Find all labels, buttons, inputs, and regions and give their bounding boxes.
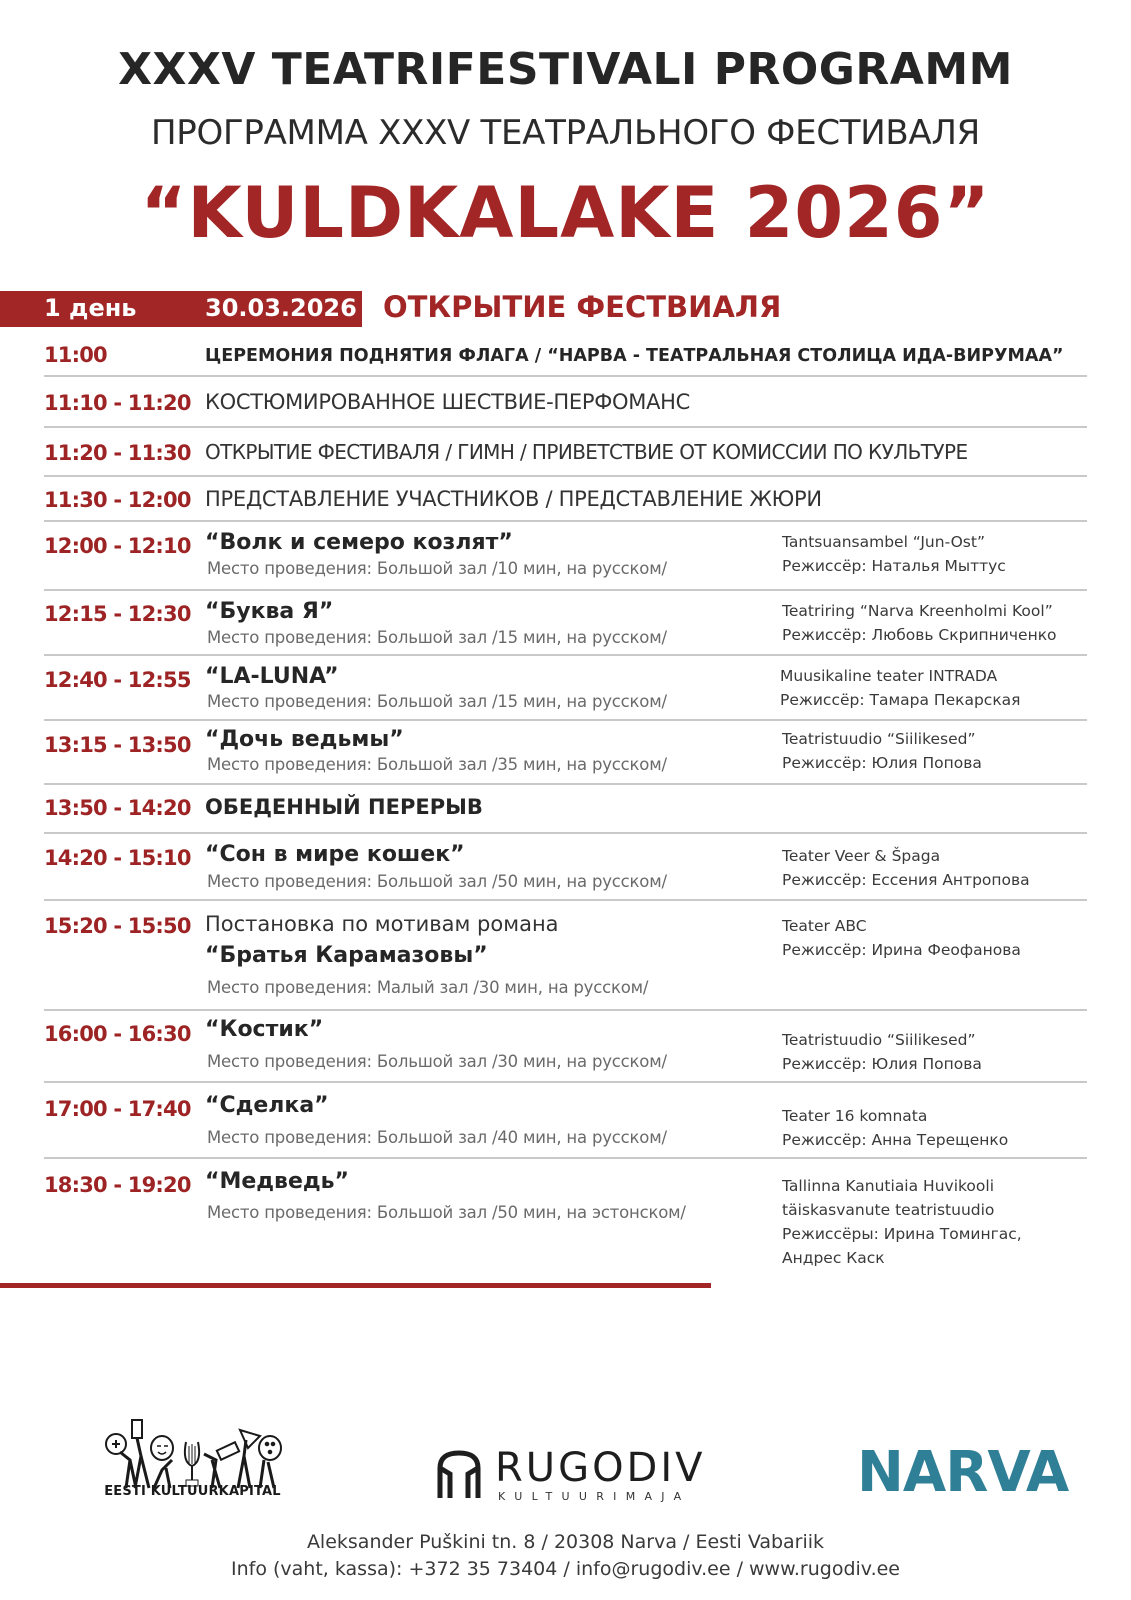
row-time: 13:15 - 13:50	[44, 733, 191, 757]
show-troupe	[782, 914, 1021, 962]
row-text: ЦЕРЕМОНИЯ ПОДНЯТИЯ ФЛАГА / “НАРВА - ТЕАТРАЛЬНАЯ СТОЛИЦА ИДА-ВИРУМАА”	[205, 346, 1064, 366]
row-time: 15:20 - 15:50	[44, 914, 191, 938]
title-russian: ПРОГРАММА XXXV ТЕАТРАЛЬНОГО ФЕСТИВАЛЯ	[151, 113, 980, 153]
schedule-row	[44, 795, 1087, 825]
row-text: ОТКРЫТИЕ ФЕСТИВАЛЯ / ГИМН / ПРИВЕТСТВИЕ ОТ КОМИССИИ ПО КУЛЬТУРЕ	[205, 440, 968, 464]
show-venue: Место проведения: Большой зал /30 мин, на русском/	[207, 1052, 667, 1071]
schedule-row	[44, 1093, 1087, 1153]
row-divider	[44, 1009, 1087, 1011]
row-time: 12:15 - 12:30	[44, 602, 191, 626]
show-title: “Дочь ведьмы”	[205, 727, 404, 752]
row-time: 12:40 - 12:55	[44, 668, 191, 692]
rugodiv-arch-icon	[436, 1450, 482, 1500]
troupe-director: Режиссёр: Тамара Пекарская	[780, 691, 1021, 709]
troupe-name: täiskasvanute teatristuudio	[782, 1201, 995, 1219]
footer-contacts: Info (vaht, kassa): +372 35 73404 / info@rugodiv.ee / www.rugodiv.ee	[231, 1558, 900, 1580]
troupe-director: Режиссёр: Юлия Попова	[782, 754, 982, 772]
eesti-kultuurkapital-logo: EESTI KULTUURKAPITAL	[104, 1484, 281, 1499]
troupe-director: Режиссёр: Ирина Феофанова	[782, 941, 1021, 959]
row-time: 13:50 - 14:20	[44, 796, 191, 820]
festival-name: “KULDKALAKE 2026”	[140, 172, 991, 254]
show-title: “Волк и семеро козлят”	[205, 530, 513, 555]
day-date: 30.03.2026	[205, 294, 357, 322]
row-text: ОБЕДЕННЫЙ ПЕРЕРЫВ	[205, 795, 483, 819]
show-venue: Место проведения: Большой зал /40 мин, на русском/	[207, 1128, 667, 1147]
rugodiv-logo: RUGODIV	[495, 1445, 706, 1491]
show-title: “LA-LUNA”	[205, 664, 339, 689]
show-title: “Сон в мире кошек”	[205, 842, 465, 867]
day-title: ОТКРЫТИЕ ФЕСТВИАЛЯ	[383, 290, 782, 324]
row-time: 14:20 - 15:10	[44, 846, 191, 870]
schedule-row	[44, 1169, 1087, 1279]
row-time: 12:00 - 12:10	[44, 534, 191, 558]
show-venue: Место проведения: Большой зал /50 мин, на эстонском/	[207, 1203, 686, 1222]
troupe-director: Андрес Каск	[782, 1249, 885, 1267]
row-time: 16:00 - 16:30	[44, 1022, 191, 1046]
troupe-name: Tallinna Kanutiaia Huvikooli	[782, 1177, 995, 1195]
show-venue: Место проведения: Большой зал /35 мин, на русском/	[207, 755, 667, 774]
schedule-row	[44, 343, 1087, 373]
schedule-row	[44, 599, 1087, 659]
troupe-director: Режиссёры: Ирина Томингас,	[782, 1225, 1022, 1243]
row-time: 11:10 - 11:20	[44, 391, 191, 415]
troupe-name: Teater 16 komnata	[782, 1107, 928, 1125]
schedule-row	[44, 664, 1087, 724]
red-divider	[0, 1283, 711, 1288]
show-title: “Сделка”	[205, 1093, 329, 1118]
schedule-row	[44, 530, 1087, 590]
row-divider	[44, 1157, 1087, 1159]
row-divider	[44, 783, 1087, 785]
schedule-row	[44, 912, 1087, 1002]
day-label: 1 день	[44, 294, 137, 322]
troupe-director: Режиссёр: Ессения Антропова	[782, 871, 1030, 889]
show-troupe	[782, 727, 982, 775]
troupe-director: Режиссёр: Любовь Скрипниченко	[782, 626, 1057, 644]
troupe-name: Teater ABC	[782, 917, 867, 935]
troupe-name: Teatriring “Narva Kreenholmi Kool”	[782, 602, 1053, 620]
row-divider	[44, 475, 1087, 477]
show-troupe	[782, 599, 1057, 647]
row-divider	[44, 719, 1087, 721]
row-text: ПРЕДСТАВЛЕНИЕ УЧАСТНИКОВ / ПРЕДСТАВЛЕНИЕ ЖЮРИ	[205, 487, 822, 511]
troupe-name: Muusikaline teater INTRADA	[780, 667, 998, 685]
row-divider	[44, 832, 1087, 834]
row-divider	[44, 589, 1087, 591]
show-venue: Место проведения: Большой зал /15 мин, на русском/	[207, 628, 667, 647]
footer-address: Aleksander Puškini tn. 8 / 20308 Narva / Eesti Vabariik	[306, 1531, 825, 1553]
troupe-director: Режиссёр: Анна Терещенко	[782, 1131, 1009, 1149]
troupe-name: Teatristuudio “Siilikesed”	[782, 1031, 976, 1049]
row-time: 11:00	[44, 343, 107, 367]
show-troupe	[782, 1174, 1022, 1270]
show-venue: Место проведения: Большой зал /15 мин, на русском/	[207, 692, 667, 711]
troupe-name: Tantsuansambel “Jun-Ost”	[782, 533, 985, 551]
troupe-director: Режиссёр: Наталья Мыттус	[782, 557, 1006, 575]
row-time: 18:30 - 19:20	[44, 1173, 191, 1197]
row-divider	[44, 654, 1087, 656]
row-time: 17:00 - 17:40	[44, 1097, 191, 1121]
show-title: “Буква Я”	[205, 599, 334, 624]
troupe-director: Режиссёр: Юлия Попова	[782, 1055, 982, 1073]
show-troupe	[782, 530, 1006, 578]
rugodiv-logo-subtitle: KULTUURIMAJA	[498, 1490, 691, 1503]
show-venue: Место проведения: Большой зал /50 мин, на русском/	[207, 872, 667, 891]
show-subtitle: Постановка по мотивам романа	[205, 912, 559, 936]
schedule-row	[44, 842, 1087, 902]
schedule-row	[44, 487, 1087, 517]
row-divider	[44, 1081, 1087, 1083]
row-time: 11:20 - 11:30	[44, 441, 191, 465]
row-divider	[44, 375, 1087, 377]
show-venue: Место проведения: Большой зал /10 мин, на русском/	[207, 559, 667, 578]
title-estonian: XXXV TEATRIFESTIVALI PROGRAMM	[118, 44, 1013, 95]
troupe-name: Teater Veer & Špaga	[782, 847, 941, 865]
show-title: “Братья Карамазовы”	[205, 943, 488, 968]
show-title: “Костик”	[205, 1017, 324, 1042]
row-divider	[44, 520, 1087, 522]
schedule-row	[44, 727, 1087, 787]
show-title: “Медведь”	[205, 1169, 350, 1194]
row-divider	[44, 899, 1087, 901]
narva-logo: NARVA	[857, 1440, 1069, 1505]
schedule-row	[44, 390, 1087, 420]
schedule-row	[44, 1017, 1087, 1077]
show-troupe	[782, 1028, 982, 1076]
schedule-row	[44, 440, 1087, 470]
troupe-name: Teatristuudio “Siilikesed”	[782, 730, 976, 748]
show-troupe	[782, 1104, 1008, 1152]
row-text: КОСТЮМИРОВАННОЕ ШЕСТВИЕ-ПЕРФОМАНС	[205, 390, 690, 414]
row-time: 11:30 - 12:00	[44, 488, 191, 512]
show-troupe	[780, 664, 1021, 712]
row-divider	[44, 426, 1087, 428]
show-venue: Место проведения: Малый зал /30 мин, на русском/	[207, 978, 649, 997]
show-troupe	[782, 844, 1030, 892]
